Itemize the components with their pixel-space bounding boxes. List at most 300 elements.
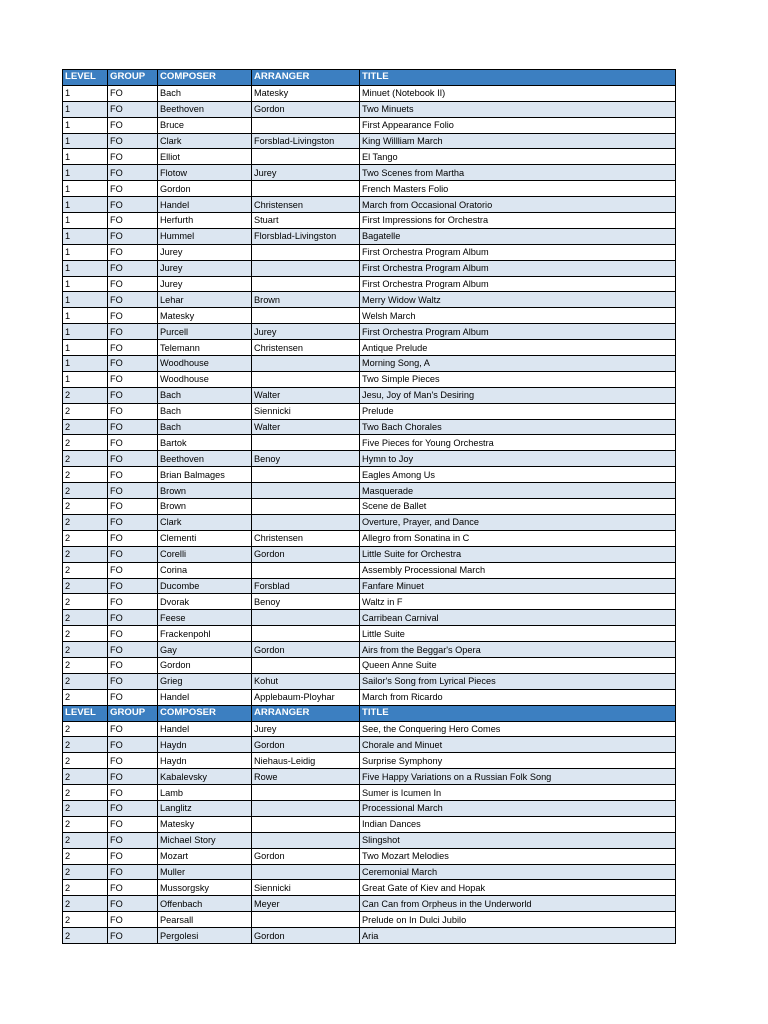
title-cell: Can Can from Orpheus in the Underworld [360, 896, 676, 912]
table-row [63, 753, 676, 769]
level-cell: 1 [63, 324, 108, 340]
arranger-cell [252, 244, 360, 260]
group-cell: FO [108, 244, 158, 260]
composer-cell: Lamb [158, 785, 252, 801]
composer-cell: Hummel [158, 228, 252, 244]
group-cell: FO [108, 117, 158, 133]
composer-cell: Bruce [158, 117, 252, 133]
table-row [63, 340, 676, 356]
table-row [63, 324, 676, 340]
title-cell: Surprise Symphony [360, 753, 676, 769]
level-cell: 1 [63, 197, 108, 213]
arranger-cell [252, 356, 360, 372]
table-row [63, 832, 676, 848]
arranger-cell: Matesky [252, 85, 360, 101]
level-cell: 2 [63, 514, 108, 530]
table-row [63, 673, 676, 689]
group-cell: FO [108, 181, 158, 197]
level-cell: 2 [63, 626, 108, 642]
arranger-cell: Christensen [252, 197, 360, 213]
table-row [63, 483, 676, 499]
arranger-cell [252, 499, 360, 515]
arranger-cell [252, 308, 360, 324]
level-cell: 1 [63, 85, 108, 101]
title-cell: Assembly Processional March [360, 562, 676, 578]
composer-cell: Gay [158, 642, 252, 658]
title-cell: Little Suite for Orchestra [360, 546, 676, 562]
group-cell: FO [108, 101, 158, 117]
title-cell: Waltz in F [360, 594, 676, 610]
table-row [63, 419, 676, 435]
table-row [63, 610, 676, 626]
composer-cell: Clark [158, 133, 252, 149]
composer-cell: Beethoven [158, 451, 252, 467]
table-row [63, 276, 676, 292]
arranger-cell: Benoy [252, 594, 360, 610]
arranger-cell: Gordon [252, 642, 360, 658]
level-cell: 2 [63, 912, 108, 928]
title-cell: First Appearance Folio [360, 117, 676, 133]
table-row [63, 785, 676, 801]
group-cell: FO [108, 197, 158, 213]
group-cell: FO [108, 594, 158, 610]
composer-cell: Mozart [158, 848, 252, 864]
arranger-cell [252, 785, 360, 801]
table-row [63, 181, 676, 197]
table-row [63, 499, 676, 515]
table-row [63, 912, 676, 928]
composer-cell: Bach [158, 403, 252, 419]
level-cell: 2 [63, 753, 108, 769]
title-cell: Sailor's Song from Lyrical Pieces [360, 673, 676, 689]
title-cell: Fanfare Minuet [360, 578, 676, 594]
title-cell: Masquerade [360, 483, 676, 499]
column-header-title: TITLE [360, 705, 676, 721]
composer-cell: Gordon [158, 181, 252, 197]
level-cell: 2 [63, 864, 108, 880]
title-cell: Great Gate of Kiev and Hopak [360, 880, 676, 896]
group-cell: FO [108, 213, 158, 229]
title-cell: Queen Anne Suite [360, 657, 676, 673]
arranger-cell: Gordon [252, 101, 360, 117]
table-row [63, 371, 676, 387]
group-cell: FO [108, 356, 158, 372]
level-cell: 1 [63, 117, 108, 133]
column-header-arranger: ARRANGER [252, 70, 360, 86]
group-cell: FO [108, 880, 158, 896]
arranger-cell [252, 610, 360, 626]
level-cell: 1 [63, 371, 108, 387]
table-row [63, 260, 676, 276]
composer-cell: Langlitz [158, 800, 252, 816]
arranger-cell: Forsblad [252, 578, 360, 594]
composer-cell: Ducombe [158, 578, 252, 594]
level-cell: 2 [63, 721, 108, 737]
arranger-cell [252, 149, 360, 165]
composer-cell: Pergolesi [158, 928, 252, 944]
group-cell: FO [108, 785, 158, 801]
table-row [63, 403, 676, 419]
arranger-cell [252, 657, 360, 673]
group-cell: FO [108, 165, 158, 181]
table-row [63, 435, 676, 451]
group-cell: FO [108, 292, 158, 308]
level-cell: 2 [63, 816, 108, 832]
group-cell: FO [108, 928, 158, 944]
group-cell: FO [108, 435, 158, 451]
table-row [63, 292, 676, 308]
arranger-cell [252, 832, 360, 848]
composer-cell: Bartok [158, 435, 252, 451]
composer-cell: Dvorak [158, 594, 252, 610]
title-cell: Two Mozart Melodies [360, 848, 676, 864]
composer-cell: Mussorgsky [158, 880, 252, 896]
composer-cell: Handel [158, 197, 252, 213]
title-cell: First Orchestra Program Album [360, 244, 676, 260]
group-cell: FO [108, 85, 158, 101]
title-cell: Two Bach Chorales [360, 419, 676, 435]
title-cell: Antique Prelude [360, 340, 676, 356]
group-cell: FO [108, 451, 158, 467]
title-cell: King Willliam March [360, 133, 676, 149]
title-cell: Jesu, Joy of Man's Desiring [360, 387, 676, 403]
group-cell: FO [108, 689, 158, 705]
group-cell: FO [108, 276, 158, 292]
table-row [63, 197, 676, 213]
composer-cell: Grieg [158, 673, 252, 689]
arranger-cell: Jurey [252, 324, 360, 340]
arranger-cell: Applebaum-Ployhar [252, 689, 360, 705]
composer-cell: Purcell [158, 324, 252, 340]
table-row [63, 387, 676, 403]
table-row [63, 562, 676, 578]
composer-cell: Michael Story [158, 832, 252, 848]
composer-cell: Brown [158, 483, 252, 499]
composer-cell: Muller [158, 864, 252, 880]
composer-cell: Matesky [158, 308, 252, 324]
group-cell: FO [108, 578, 158, 594]
header-row [63, 705, 676, 721]
group-cell: FO [108, 657, 158, 673]
title-cell: March from Ricardo [360, 689, 676, 705]
composer-cell: Haydn [158, 753, 252, 769]
group-cell: FO [108, 896, 158, 912]
group-cell: FO [108, 467, 158, 483]
arranger-cell [252, 371, 360, 387]
arranger-cell: Christensen [252, 340, 360, 356]
arranger-cell: Kohut [252, 673, 360, 689]
group-cell: FO [108, 133, 158, 149]
column-header-title: TITLE [360, 70, 676, 86]
table-row [63, 896, 676, 912]
arranger-cell [252, 864, 360, 880]
arranger-cell [252, 435, 360, 451]
column-header-composer: COMPOSER [158, 705, 252, 721]
level-cell: 1 [63, 228, 108, 244]
group-cell: FO [108, 610, 158, 626]
group-cell: FO [108, 816, 158, 832]
table-row [63, 864, 676, 880]
table-row [63, 356, 676, 372]
composer-cell: Jurey [158, 260, 252, 276]
table-row [63, 165, 676, 181]
level-cell: 2 [63, 689, 108, 705]
table-row [63, 149, 676, 165]
level-cell: 2 [63, 800, 108, 816]
level-cell: 2 [63, 530, 108, 546]
arranger-cell [252, 117, 360, 133]
group-cell: FO [108, 403, 158, 419]
group-cell: FO [108, 848, 158, 864]
composer-cell: Bach [158, 387, 252, 403]
level-cell: 2 [63, 546, 108, 562]
composer-cell: Matesky [158, 816, 252, 832]
level-cell: 2 [63, 499, 108, 515]
level-cell: 2 [63, 896, 108, 912]
group-cell: FO [108, 324, 158, 340]
group-cell: FO [108, 228, 158, 244]
arranger-cell [252, 514, 360, 530]
group-cell: FO [108, 769, 158, 785]
composer-cell: Offenbach [158, 896, 252, 912]
level-cell: 2 [63, 657, 108, 673]
table-row [63, 880, 676, 896]
arranger-cell [252, 467, 360, 483]
composer-cell: Beethoven [158, 101, 252, 117]
arranger-cell: Benoy [252, 451, 360, 467]
title-cell: Two Minuets [360, 101, 676, 117]
title-cell: Chorale and Minuet [360, 737, 676, 753]
title-cell: French Masters Folio [360, 181, 676, 197]
title-cell: Scene de Ballet [360, 499, 676, 515]
composer-cell: Corina [158, 562, 252, 578]
composer-cell: Kabalevsky [158, 769, 252, 785]
arranger-cell: Walter [252, 387, 360, 403]
arranger-cell [252, 181, 360, 197]
group-cell: FO [108, 499, 158, 515]
table-row [63, 721, 676, 737]
group-cell: FO [108, 340, 158, 356]
level-cell: 2 [63, 403, 108, 419]
title-cell: Welsh March [360, 308, 676, 324]
title-cell: Carribean Carnival [360, 610, 676, 626]
level-cell: 2 [63, 832, 108, 848]
table-row [63, 642, 676, 658]
title-cell: Processional March [360, 800, 676, 816]
title-cell: Sumer is Icumen In [360, 785, 676, 801]
arranger-cell [252, 483, 360, 499]
table-row [63, 467, 676, 483]
group-cell: FO [108, 530, 158, 546]
arranger-cell [252, 816, 360, 832]
arranger-cell: Gordon [252, 546, 360, 562]
title-cell: First Orchestra Program Album [360, 260, 676, 276]
arranger-cell: Forsblad-Livingston [252, 133, 360, 149]
group-cell: FO [108, 260, 158, 276]
arranger-cell: Gordon [252, 737, 360, 753]
level-cell: 1 [63, 308, 108, 324]
title-cell: First Orchestra Program Album [360, 276, 676, 292]
composer-cell: Clementi [158, 530, 252, 546]
level-cell: 2 [63, 387, 108, 403]
group-cell: FO [108, 149, 158, 165]
composer-cell: Woodhouse [158, 371, 252, 387]
level-cell: 2 [63, 610, 108, 626]
arranger-cell [252, 260, 360, 276]
table-row [63, 800, 676, 816]
arranger-cell: Christensen [252, 530, 360, 546]
level-cell: 2 [63, 594, 108, 610]
title-cell: Prelude on In Dulci Jubilo [360, 912, 676, 928]
title-cell: Overture, Prayer, and Dance [360, 514, 676, 530]
column-header-composer: COMPOSER [158, 70, 252, 86]
arranger-cell: Niehaus-Leidig [252, 753, 360, 769]
column-header-arranger: ARRANGER [252, 705, 360, 721]
table-row [63, 514, 676, 530]
title-cell: Morning Song, A [360, 356, 676, 372]
level-cell: 2 [63, 880, 108, 896]
table-row [63, 228, 676, 244]
title-cell: Airs from the Beggar's Opera [360, 642, 676, 658]
title-cell: Five Happy Variations on a Russian Folk Song [360, 769, 676, 785]
composer-cell: Woodhouse [158, 356, 252, 372]
level-cell: 2 [63, 435, 108, 451]
group-cell: FO [108, 642, 158, 658]
level-cell: 2 [63, 737, 108, 753]
level-cell: 1 [63, 276, 108, 292]
group-cell: FO [108, 832, 158, 848]
title-cell: First Impressions for Orchestra [360, 213, 676, 229]
group-cell: FO [108, 514, 158, 530]
table-row [63, 657, 676, 673]
title-cell: Two Simple Pieces [360, 371, 676, 387]
title-cell: Little Suite [360, 626, 676, 642]
arranger-cell: Meyer [252, 896, 360, 912]
arranger-cell: Siennicki [252, 880, 360, 896]
composer-cell: Bach [158, 419, 252, 435]
column-header-group: GROUP [108, 70, 158, 86]
group-cell: FO [108, 626, 158, 642]
arranger-cell: Jurey [252, 721, 360, 737]
title-cell: Five Pieces for Young Orchestra [360, 435, 676, 451]
composer-cell: Clark [158, 514, 252, 530]
composer-cell: Gordon [158, 657, 252, 673]
title-cell: Allegro from Sonatina in C [360, 530, 676, 546]
group-cell: FO [108, 912, 158, 928]
level-cell: 1 [63, 101, 108, 117]
title-cell: Minuet (Notebook II) [360, 85, 676, 101]
table-row [63, 578, 676, 594]
title-cell: March from Occasional Oratorio [360, 197, 676, 213]
composer-cell: Elliot [158, 149, 252, 165]
composer-cell: Brian Balmages [158, 467, 252, 483]
composer-cell: Jurey [158, 276, 252, 292]
level-cell: 2 [63, 467, 108, 483]
title-cell: Prelude [360, 403, 676, 419]
arranger-cell: Gordon [252, 928, 360, 944]
group-cell: FO [108, 562, 158, 578]
table-row [63, 626, 676, 642]
level-cell: 1 [63, 133, 108, 149]
level-cell: 1 [63, 213, 108, 229]
group-cell: FO [108, 864, 158, 880]
composer-cell: Pearsall [158, 912, 252, 928]
title-cell: Bagatelle [360, 228, 676, 244]
group-cell: FO [108, 483, 158, 499]
table-row [63, 689, 676, 705]
title-cell: See, the Conquering Hero Comes [360, 721, 676, 737]
level-cell: 1 [63, 181, 108, 197]
group-cell: FO [108, 753, 158, 769]
table-row [63, 85, 676, 101]
music-list-table [62, 69, 676, 944]
arranger-cell [252, 800, 360, 816]
group-cell: FO [108, 673, 158, 689]
column-header-level: LEVEL [63, 70, 108, 86]
title-cell: Slingshot [360, 832, 676, 848]
level-cell: 1 [63, 260, 108, 276]
table-row [63, 848, 676, 864]
level-cell: 1 [63, 356, 108, 372]
level-cell: 1 [63, 340, 108, 356]
arranger-cell: Walter [252, 419, 360, 435]
title-cell: Hymn to Joy [360, 451, 676, 467]
title-cell: Eagles Among Us [360, 467, 676, 483]
table-row [63, 546, 676, 562]
level-cell: 1 [63, 165, 108, 181]
title-cell: First Orchestra Program Album [360, 324, 676, 340]
level-cell: 2 [63, 419, 108, 435]
composer-cell: Corelli [158, 546, 252, 562]
table-row [63, 101, 676, 117]
group-cell: FO [108, 419, 158, 435]
title-cell: Aria [360, 928, 676, 944]
composer-cell: Haydn [158, 737, 252, 753]
level-cell: 2 [63, 928, 108, 944]
level-cell: 2 [63, 451, 108, 467]
table-row [63, 133, 676, 149]
arranger-cell [252, 562, 360, 578]
arranger-cell [252, 276, 360, 292]
composer-cell: Frackenpohl [158, 626, 252, 642]
arranger-cell: Siennicki [252, 403, 360, 419]
arranger-cell: Stuart [252, 213, 360, 229]
title-cell: Merry Widow Waltz [360, 292, 676, 308]
title-cell: Ceremonial March [360, 864, 676, 880]
group-cell: FO [108, 387, 158, 403]
level-cell: 2 [63, 769, 108, 785]
group-cell: FO [108, 546, 158, 562]
group-cell: FO [108, 308, 158, 324]
composer-cell: Brown [158, 499, 252, 515]
composer-cell: Lehar [158, 292, 252, 308]
level-cell: 1 [63, 149, 108, 165]
group-cell: FO [108, 800, 158, 816]
level-cell: 2 [63, 673, 108, 689]
composer-cell: Handel [158, 721, 252, 737]
group-cell: FO [108, 721, 158, 737]
table-row [63, 530, 676, 546]
level-cell: 2 [63, 848, 108, 864]
group-cell: FO [108, 737, 158, 753]
composer-cell: Jurey [158, 244, 252, 260]
table-row [63, 769, 676, 785]
table-row [63, 816, 676, 832]
composer-cell: Handel [158, 689, 252, 705]
arranger-cell: Gordon [252, 848, 360, 864]
column-header-level: LEVEL [63, 705, 108, 721]
title-cell: Indian Dances [360, 816, 676, 832]
